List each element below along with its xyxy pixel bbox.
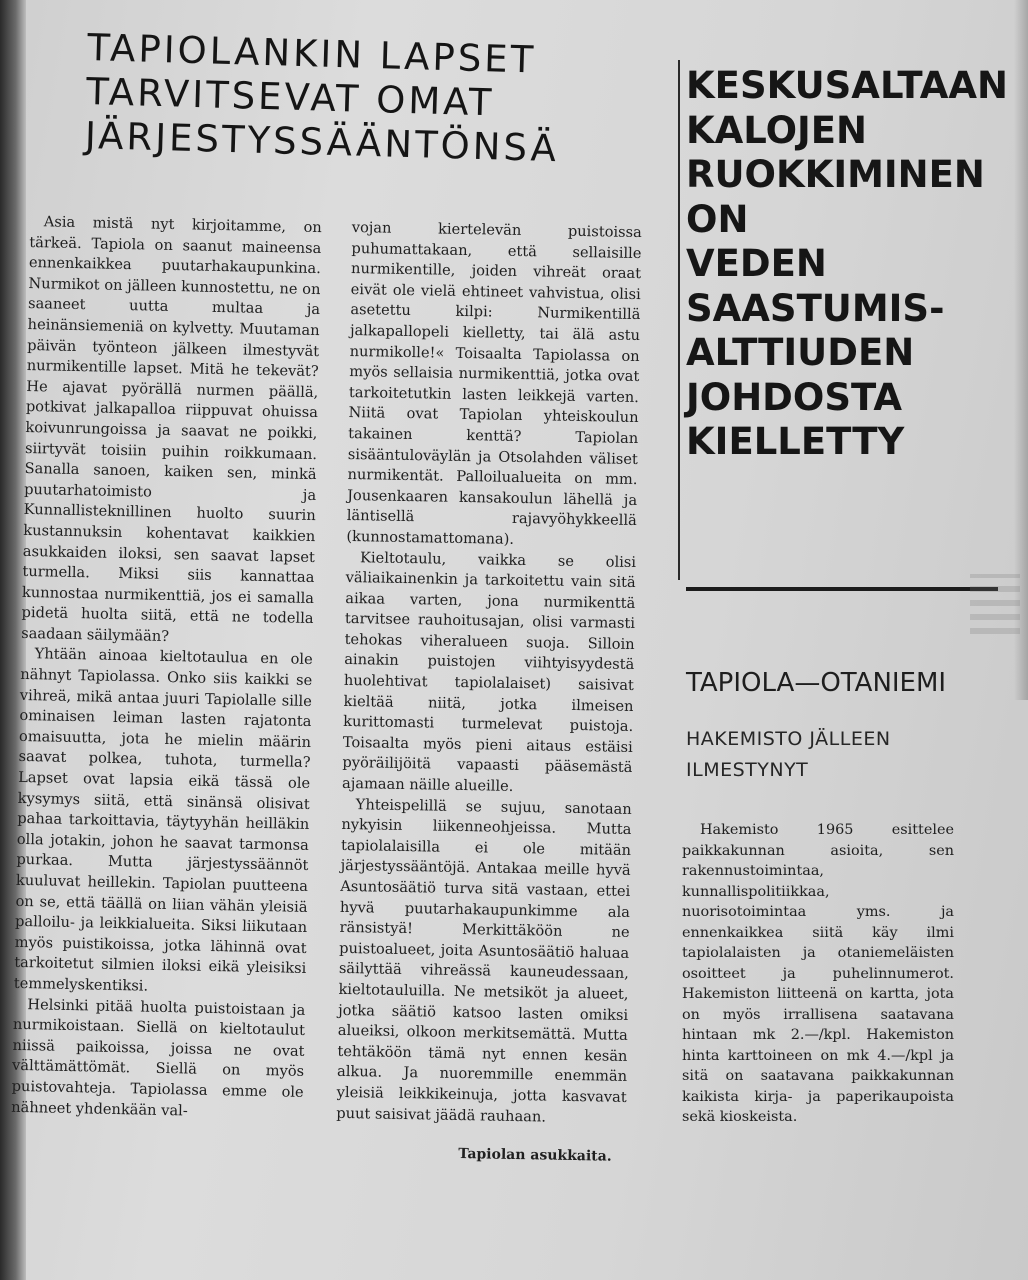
sidebar-paragraph: Hakemisto 1965 esittelee paikkakunnan asioita, sen rakennustoimintaa, kunnallispolitiikkaa, nuorisotoimintaa yms. ja ennenkaikkea siitä käy ilmi tapiolalaisten ja otaniemeläisten osoitteet ja puhelinnumerot. Hakemiston liitteenä on kartta, jota on myös irrallisena saatavana hintaan mk 2.—/kpl. Hakemiston hinta karttoineen on mk 4.—/kpl ja sitä on saatavana paikkakunnan kaikista kirja- ja paperikaupoista sekä kioskeista. [682,822,954,1125]
headline-line-3: JÄRJESTYSSÄÄNTÖNSÄ [84,113,560,171]
sidebar-headline-line: KALOJEN [686,108,868,152]
article-column-1 [11,212,322,1124]
sidebar-headline [686,64,1016,465]
sidebar-headline-line: VEDEN [686,242,827,285]
sidebar-headline-line: JOHDOSTA [686,375,903,419]
sidebar-headline-line: KESKUSALTAAN [686,64,1008,107]
headline-line-1: TAPIOLANKIN LAPSET [86,26,537,82]
column-divider [678,60,680,580]
sidebar-subtitle: TAPIOLA—OTANIEMI [686,668,947,698]
subsubtitle-line: HAKEMISTO JÄLLEEN [686,728,891,750]
article-paragraph: Asia mistä nyt kirjoitamme, on tärkeä. Tapiola on saanut maineensa ennenkaikkea puutarhakaupunkina. Nurmikot on jälleen kunnostettu, ne on saaneet uutta multaa ja heinänsiemeniä on kylvetty. Muutaman päivän työnteon jälkeen ilmestyvät nurmikentille lapset. Mitä he tekevät? He ajavat pyörällä nurmen päällä, potkivat jalkapalloa riippuvat ohuissa koivunrungoissa ja saavat ne poikki, siirtyvät toisiin puihin roikkumaan. Sanalla sanoen, kaiken sen, minkä puutarhatoimisto ja Kunnallisteknillinen huolto suurin kustannuksin kohentavat kaikkien asukkaiden iloksi, sen saavat lapset turmella. Miksi siis kannattaa kunnostaa nurmikenttiä, jos ei samalla pidetä huolta siitä, että ne todella saadaan säilymään? [20,213,322,645]
sidebar-headline-line: KIELLETTY [686,420,905,463]
article-signature: Tapiolan asukkaita. [458,1146,612,1165]
sidebar-subsubtitle [686,724,946,786]
article-headline [84,26,587,172]
article-paragraph-continued: vojan kiertelevän puistoissa puhumattakaan, että sellaisille nurmikentille, joiden vihreät oraat eivät ole vielä ehtineet vahvistua, olisi asetettu kilpi: Nurmikentillä jalkapallopeli kielletty, tai älä astu nurmikolle!« Toisaalta Tapiolassa on myös sellaisia nurmikenttiä, jotka ovat tarkoitetutkin lasten leikkejä varten. Niitä ovat Tapiolan yhteiskoulun takainen kenttä? Tapiolan sisääntuloväylän ja Otsolahden väliset nurmikentät. Palloilualueita on mm. Jousenkaaren kansakoulun lähellä ja läntisellä rajavyöhykkeellä (kunnostamattomana). [346,218,642,548]
article-paragraph: Kieltotaulu, vaikka se olisi väliaikainenkin ja tarkoitettu vain sitä aikaa varten, jona nurmikenttä tarvitsee rauhoitusajan, olisi varmasti tehokas viheralueen suoja. Silloin ainakin puistojen viihtyisyydestä huolehtivat tapiolalaiset) saisivat kieltää niitä, jotka ilmeisen kurittomasti turmelevat puistoja. Toisaalta myös pieni aitaus estäisi pyöräilijöitä vapaasti pääsemästä ajamaan näille alueille. [341,548,637,795]
sidebar-headline-line: ON [686,197,749,241]
section-divider [686,587,998,591]
article-paragraph: Yhteispelillä se sujuu, sanotaan nykyisin liikenneohjeissa. Mutta tapiolalaisilla ei ole mitään järjestyssääntöjä. Antakaa meille hyvä Asuntosäätiö turva sitä vastaan, ettei hyvä puutarhakaupunkimme ala ränsistyä! Merkittäköön ne puistoalueet, joita Asuntosäätiö haluaa säilyttää vihreässä kauneudessaan, kieltotauluilla. Ne metsiköt ja alueet, jotka säätiö katsoo lasten omiksi alueiksi, olkoon merkitsemättä. Mutta tehtäköön tämä nyt ennen kesän alkua. Ja nuoremmille enemmän yleisiä leikkikeinuja, jotta kasvavat puut saisivat jäädä rauhaan. [336,795,632,1126]
sidebar-headline-line: SAASTUMIS- [686,286,945,330]
show-through-print [970,574,1020,634]
article-paragraph: Helsinki pitää huolta puistoistaan ja nurmikoistaan. Siellä on kieltotaulut niissä paikoissa, joissa ne ovat välttämättömät. Siellä on myös puistovahteja. Tapiolassa emme ole nähneet yhdenkään val- [11,995,306,1120]
sidebar-headline-line: RUOKKIMINEN [686,153,985,196]
article-paragraph: Yhtään ainoaa kieltotaulua en ole nähnyt Tapiolassa. Onko siis kaikki se vihreä, mikä antaa juuri Tapiolalle sille ominaisen leiman lasten rajatonta omaisuutta, jota he mielin määrin saavat polkea, tuhota, turmella? Lapset ovat lapsia eikä tässä ole kysymys siitä, että sinänsä olisivat pahaa tarkoittavia, täytyyhän heilläkin olla jotakin, johon he saavat tarmonsa purkaa. Mutta järjestyssäännöt kuuluvat heillekin. Tapiolan puutteena on se, että täällä on liian vähän yleisiä palloilu- ja leikkialueita. Siksi liikutaan myös puistikoissa, jotka lähinnä ovat tarkoitetut silmien iloksi eikä yleisiksi temmelyskentiksi. [13,645,313,995]
subsubtitle-line: ILMESTYNYT [686,759,809,781]
article-column-2 [336,218,642,1168]
sidebar-body [682,820,954,1128]
sidebar-headline-line: ALTTIUDEN [686,331,915,374]
headline-line-2: TARVITSEVAT OMAT [85,69,495,125]
